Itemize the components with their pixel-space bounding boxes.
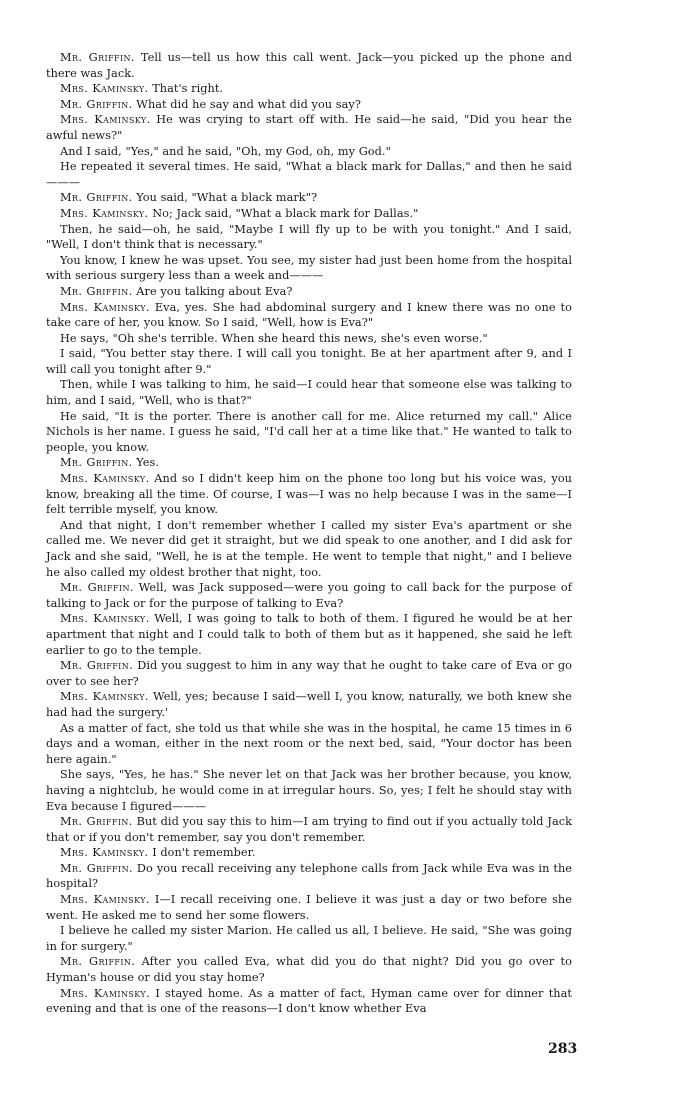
speaker-name: Mr. Griffin.: [60, 861, 133, 875]
paragraph-text: Then, while I was talking to him, he said—I could hear that someone else was talking to him, and I said, "Well, who is that?": [46, 378, 572, 408]
page-number: 283: [548, 1041, 578, 1057]
transcript-paragraph: [46, 331, 572, 347]
transcript-body: [46, 50, 572, 1017]
paragraph-text: But did you say this to him—I am trying to find out if you actually told Jack that or if you don't remember, say you don't remember.: [46, 815, 573, 844]
paragraph-text: That's right.: [148, 82, 224, 96]
transcript-paragraph: [46, 190, 572, 206]
transcript-paragraph: [46, 346, 572, 377]
speaker-name: Mr. Griffin.: [60, 191, 133, 205]
transcript-paragraph: [46, 658, 572, 689]
paragraph-text: Then, he said—oh, he said, "Maybe I will fly up to be with you tonight." And I said, "Well, I don't think that is necessary.": [46, 222, 572, 252]
transcript-paragraph: [46, 861, 572, 892]
speaker-name: Mr. Griffin.: [60, 51, 135, 64]
transcript-paragraph: [46, 689, 572, 720]
paragraph-text: I said, "You better stay there. I will call you tonight. Be at her apartment after 9, and I will call you tonight after 9.": [46, 347, 572, 376]
transcript-paragraph: [46, 409, 572, 456]
paragraph-text: He says, "Oh she's terrible. When she heard this news, she's even worse.": [60, 331, 488, 345]
paragraph-text: She says, "Yes, he has." She never let on that Jack was her brother because, you know, having a nightclub, he would come in at irregular hours. So, yes; I felt he should stay with Eva because I figured———: [46, 768, 572, 813]
transcript-paragraph: [46, 986, 572, 1017]
paragraph-text: He was crying to start off with. He said—he said, "Did you hear the awful news?": [46, 113, 572, 142]
paragraph-text: He repeated it several times. He said, "What a black mark for Dallas," and then he said———: [46, 160, 572, 189]
transcript-paragraph: [46, 222, 572, 253]
speaker-name: Mrs. Kaminsky.: [60, 612, 150, 626]
transcript-paragraph: [46, 206, 572, 222]
transcript-paragraph: [46, 144, 572, 160]
paragraph-text: Are you talking about Eva?: [132, 284, 293, 298]
speaker-name: Mr. Griffin.: [60, 659, 134, 673]
paragraph-text: Well, I was going to talk to both of them. I figured he would be at her apartment that night and I could talk to both of them but as it happened, she said he left earlier to go to the temple.: [46, 612, 572, 657]
transcript-paragraph: [46, 300, 572, 331]
speaker-name: Mrs. Kaminsky.: [60, 206, 149, 220]
paragraph-text: I believe he called my sister Marion. He called us all, I believe. He said, "She was going in for surgery.": [46, 924, 572, 953]
speaker-name: Mrs. Kaminsky.: [60, 846, 149, 860]
paragraph-text: Well, was Jack supposed—were you going to call back for the purpose of talking to Jack or for the purpose of talking to Eva?: [46, 581, 572, 610]
paragraph-text: I stayed home. As a matter of fact, Hyman came over for dinner that evening and that is one of the reasons—I don't know whether Eva: [46, 986, 572, 1016]
speaker-name: Mr. Griffin.: [60, 581, 134, 595]
paragraph-text: No; Jack said, "What a black mark for Dallas.": [148, 206, 419, 220]
speaker-name: Mr. Griffin.: [60, 955, 136, 969]
paragraph-text: Tell us—tell us how this call went. Jack—you picked up the phone and there was Jack.: [46, 51, 573, 80]
paragraph-text: As a matter of fact, she told us that while she was in the hospital, he came 15 times in 6 days and a woman, either in the next room or the next bed, said, "Your doctor has been here again.": [46, 721, 572, 766]
transcript-paragraph: [46, 97, 572, 113]
paragraph-text: Do you recall receiving any telephone calls from Jack while Eva was in the hospital?: [46, 861, 573, 891]
transcript-paragraph: [46, 518, 572, 580]
speaker-name: Mr. Griffin.: [60, 97, 133, 111]
transcript-paragraph: [46, 845, 572, 861]
paragraph-text: I don't remember.: [148, 846, 256, 860]
speaker-name: Mrs. Kaminsky.: [60, 893, 150, 907]
paragraph-text: You know, I knew he was upset. You see, my sister had just been home from the hospital with serious surgery less than a week and———: [46, 253, 572, 283]
transcript-paragraph: [46, 954, 572, 985]
transcript-paragraph: [46, 159, 572, 190]
speaker-name: Mrs. Kaminsky.: [60, 82, 149, 96]
transcript-paragraph: [46, 50, 572, 81]
transcript-paragraph: [46, 892, 572, 923]
transcript-paragraph: [46, 81, 572, 97]
paragraph-text: Eva, yes. She had abdominal surgery and I knew there was no one to take care of her, you know. So I said, "Well, how is Eva?": [46, 300, 572, 330]
transcript-paragraph: [46, 923, 572, 954]
transcript-paragraph: [46, 377, 572, 408]
speaker-name: Mr. Griffin.: [60, 815, 133, 829]
paragraph-text: And I said, "Yes," and he said, "Oh, my God, oh, my God.": [60, 144, 391, 158]
speaker-name: Mrs. Kaminsky.: [60, 472, 150, 486]
speaker-name: Mrs. Kaminsky.: [60, 113, 151, 127]
transcript-paragraph: [46, 253, 572, 284]
transcript-paragraph: [46, 767, 572, 814]
transcript-paragraph: [46, 814, 572, 845]
paragraph-text: And that night, I don't remember whether I called my sister Eva's apartment or she called me. We never did get it straight, but we did speak to one another, and I did ask for Jack and she said, "Well, he is at the temple. He went to temple that night," and I believe he also called my oldest brother that night, too.: [46, 518, 572, 579]
paragraph-text: And so I didn't keep him on the phone too long but his voice was, you know, breaking all the time. Of course, I was—I was no help because I was in the same—I felt terrible myself, you know.: [46, 472, 572, 517]
speaker-name: Mrs. Kaminsky.: [60, 986, 151, 1000]
paragraph-text: What did he say and what did you say?: [132, 97, 361, 111]
transcript-paragraph: [46, 611, 572, 658]
paragraph-text: Yes.: [132, 456, 160, 470]
paragraph-text: Did you suggest to him in any way that he ought to take care of Eva or go over to see her?: [46, 659, 572, 688]
paragraph-text: He said, "It is the porter. There is another call for me. Alice returned my call." Alice Nichols is her name. I guess he said, "I'd call her at a time like that." He wanted to talk to people, you know.: [46, 409, 572, 454]
transcript-paragraph: [46, 112, 572, 143]
transcript-paragraph: [46, 721, 572, 768]
transcript-paragraph: [46, 471, 572, 518]
paragraph-text: Well, yes; because I said—well I, you know, naturally, we both knew she had had the surgery.': [46, 690, 572, 719]
transcript-paragraph: [46, 284, 572, 300]
paragraph-text: I—I recall receiving one. I believe it was just a day or two before she went. He asked me to send her some flowers.: [46, 893, 572, 922]
speaker-name: Mr. Griffin.: [60, 284, 133, 298]
paragraph-text: After you called Eva, what did you do that night? Did you go over to Hyman's house or did you stay home?: [46, 955, 572, 985]
transcript-paragraph: [46, 455, 572, 471]
speaker-name: Mr. Griffin.: [60, 456, 133, 470]
paragraph-text: You said, "What a black mark"?: [132, 191, 318, 205]
speaker-name: Mrs. Kaminsky.: [60, 300, 150, 314]
transcript-paragraph: [46, 580, 572, 611]
speaker-name: Mrs. Kaminsky.: [60, 690, 149, 704]
